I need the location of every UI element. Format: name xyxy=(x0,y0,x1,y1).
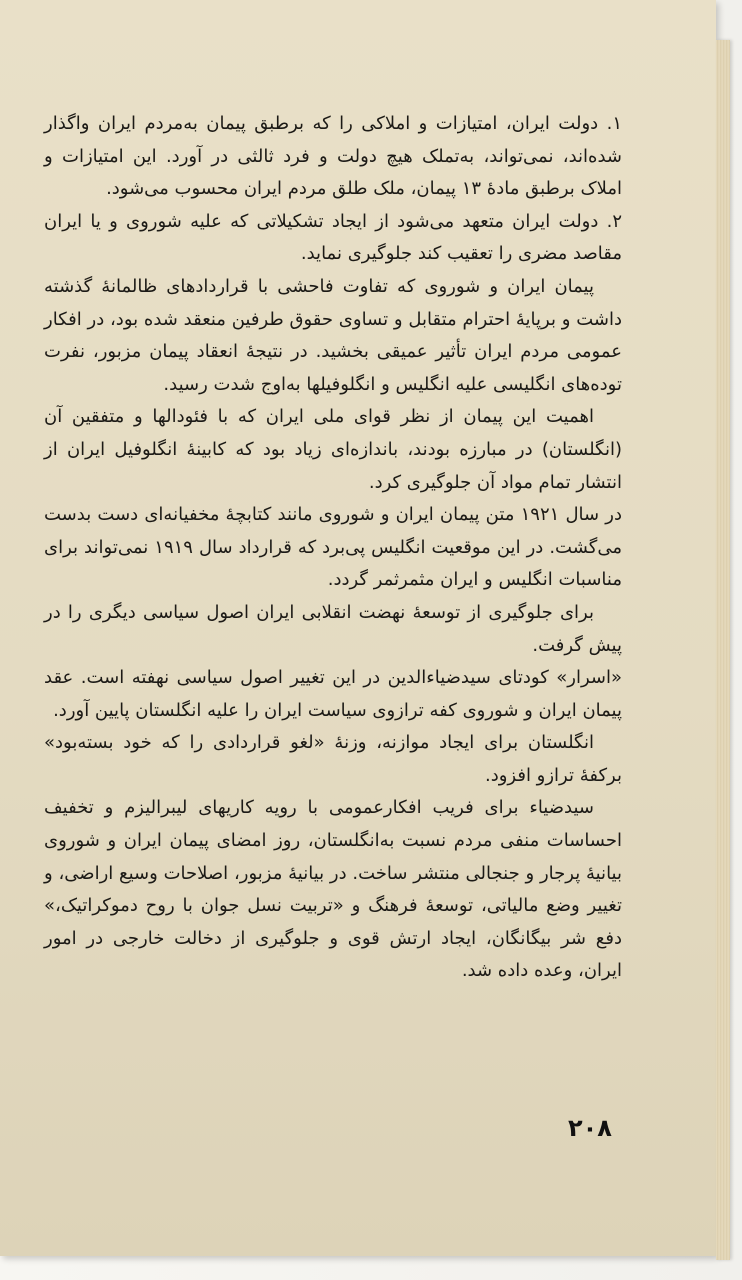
paragraph-1: ۱. دولت ایران، امتیازات و املاکی را که برطبق پیمان به‌مردم ایران واگذار شده‌اند، نمی‌تواند، به‌تملک هیچ دولت و فرد ثالثی در آورد. این امتیازات و املاک برطبق مادهٔ ۱۳ پیمان، ملک طلق مردم ایران محسوب می‌شود. xyxy=(44,113,622,200)
paragraph-4: اهمیت این پیمان از نظر قوای ملی ایران که با فئودالها و متفقین آن (انگلستان) در مبارزه بودند، باندازه‌ای زیاد بود که کابینهٔ انگلوفیل ایران از انتشار تمام مواد آن جلوگیری کرد. xyxy=(44,406,622,493)
body-text xyxy=(44,108,622,988)
page-number: ۲۰۸ xyxy=(568,1114,612,1142)
paragraph-7: «اسرار» کودتای سیدضیاءالدین در این تغییر اصول سیاسی نهفته است. عقد پیمان ایران و شوروی کفه ترازوی سیاست ایران را علیه انگلستان پایین آورد. xyxy=(44,667,622,721)
paragraph-3: پیمان ایران و شوروی که تفاوت فاحشی با قراردادهای ظالمانهٔ گذشته داشت و برپایهٔ احترام متقابل و تساوی حقوق طرفین منعقد شده بود، در افکار عمومی مردم ایران تأثیر عمیقی بخشید. در نتیجهٔ انعقاد پیمان مزبور، نفرت توده‌های انگلیسی علیه انگلیس و انگلوفیلها به‌اوج شدت رسید. xyxy=(44,275,622,395)
paragraph-9: سیدضیاء برای فریب افکارعمومی با رویه کاریهای لیبرالیزم و تخفیف احساسات منفی مردم نسبت به‌انگلستان، روز امضای پیمان ایران و شوروی بیانیهٔ پرجار و جنجالی منتشر ساخت. در بیانیهٔ مزبور، اصلاحات وسیع اراضی، و تغییر وضع مالیاتی، توسعهٔ فرهنگ و «تربیت نسل جوان با روح دموکراتیک،» دفع شر بیگانگان، ایجاد ارتش قوی و جلوگیری از دخالت خارجی در امور ایران، وعده داده شد. xyxy=(44,797,622,982)
paragraph-6: برای جلوگیری از توسعهٔ نهضت انقلابی ایران اصول سیاسی دیگری را در پیش گرفت. xyxy=(44,601,622,656)
paragraph-8: انگلستان برای ایجاد موازنه، وزنهٔ «لغو قراردادی را که خود بسته‌بود» برکفهٔ ترازو افزود. xyxy=(44,732,622,786)
paragraph-2: ۲. دولت ایران متعهد می‌شود از ایجاد تشکیلاتی که علیه شوروی و یا ایران مقاصد مضری را تعقیب کند جلوگیری نماید. xyxy=(44,210,622,265)
page-stack-edge xyxy=(716,40,730,1260)
paragraph-5: در سال ۱۹۲۱ متن پیمان ایران و شوروی مانند کتابچهٔ مخفیانه‌ای دست بدست می‌گشت. در این موقعیت انگلیس پی‌برد که قرارداد سال ۱۹۱۹ نمی‌تواند برای مناسبات انگلیس و ایران مثمرثمر گردد. xyxy=(44,504,622,591)
